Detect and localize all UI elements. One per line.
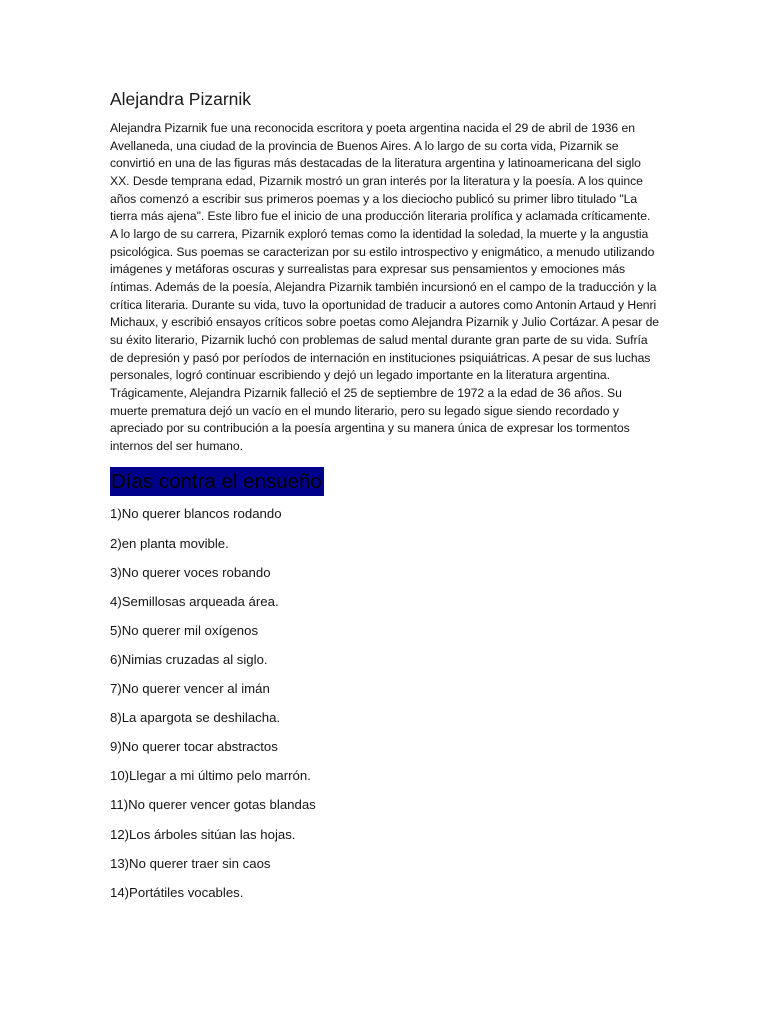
poem-line: 6)Nimias cruzadas al siglo.: [110, 651, 268, 667]
poem-line: 12)Los árboles sitúan las hojas.: [110, 826, 296, 842]
poem-line: 4)Semillosas arqueada área.: [110, 593, 279, 609]
biography-paragraph: Alejandra Pizarnik fue una reconocida escritora y poeta argentina nacida el 29 de abril de 1936 en Avellaneda, una ciudad de la provincia de Buenos Aires. A lo largo de su corta vida, Pizarnik se convirtió en una de las figuras más destacadas de la literatura argentina y latinoamericana del siglo XX. Desde temprana edad, Pizarnik mostró un gran interés por la literatura y la poesía. A los quince años comenzó a escribir sus primeros poemas y a los dieciocho publicó su primer libro titulado "La tierra más ajena". Este libro fue el inicio de una producción literaria prolífica y aclamada críticamente. A lo largo de su carrera, Pizarnik exploró temas como la identidad la soledad, la muerte y la angustia psicológica. Sus poemas se caracterizan por su estilo introspectivo y enigmático, a menudo utilizando imágenes y metáforas oscuras y surrealistas para expresar sus pensamientos y emociones más íntimas. Además de la poesía, Alejandra Pizarnik también incursionó en el campo de la traducción y la crítica literaria. Durante su vida, tuvo la oportunidad de traducir a autores como Antonin Artaud y Henri Michaux, y escribió ensayos críticos sobre poetas como Alejandra Pizarnik y Julio Cortázar. A pesar de su éxito literario, Pizarnik luchó con problemas de salud mental durante gran parte de su vida. Sufría de depresión y pasó por períodos de internación en instituciones psiquiátricas. A pesar de sus luchas personales, logró continuar escribiendo y dejó un legado importante en la literatura argentina. Trágicamente, Alejandra Pizarnik falleció el 25 de septiembre de 1972 a la edad de 36 años. Su muerte prematura dejó un vacío en el mundo literario, pero su legado sigue siendo recordado y apreciado por su contribución a la poesía argentina y su manera única de expresar los tormentos internos del ser humano.: [110, 121, 660, 453]
poem-line: 9)No querer tocar abstractos: [110, 739, 278, 755]
poem-lines-list: [110, 505, 660, 912]
document-title: Alejandra Pizarnik: [110, 89, 252, 109]
poem-line: 1)No querer blancos rodando: [110, 506, 282, 522]
poem-line: 8)La apargota se deshilacha.: [110, 710, 281, 726]
poem-line: 2)en planta movible.: [110, 535, 229, 551]
poem-title: Días contra el ensueño: [110, 467, 324, 496]
poem-line: 13)No querer traer sin caos: [110, 855, 271, 871]
poem-line: 10)Llegar a mi último pelo marrón.: [110, 768, 311, 784]
poem-line: 11)No querer vencer gotas blandas: [110, 797, 316, 813]
poem-line: 14)Portátiles vocables.: [110, 884, 244, 900]
poem-line: 7)No querer vencer al imán: [110, 681, 270, 697]
document-content: [110, 88, 660, 913]
poem-line: 5)No querer mil oxígenos: [110, 622, 259, 638]
poem-line: 3)No querer voces robando: [110, 564, 271, 580]
